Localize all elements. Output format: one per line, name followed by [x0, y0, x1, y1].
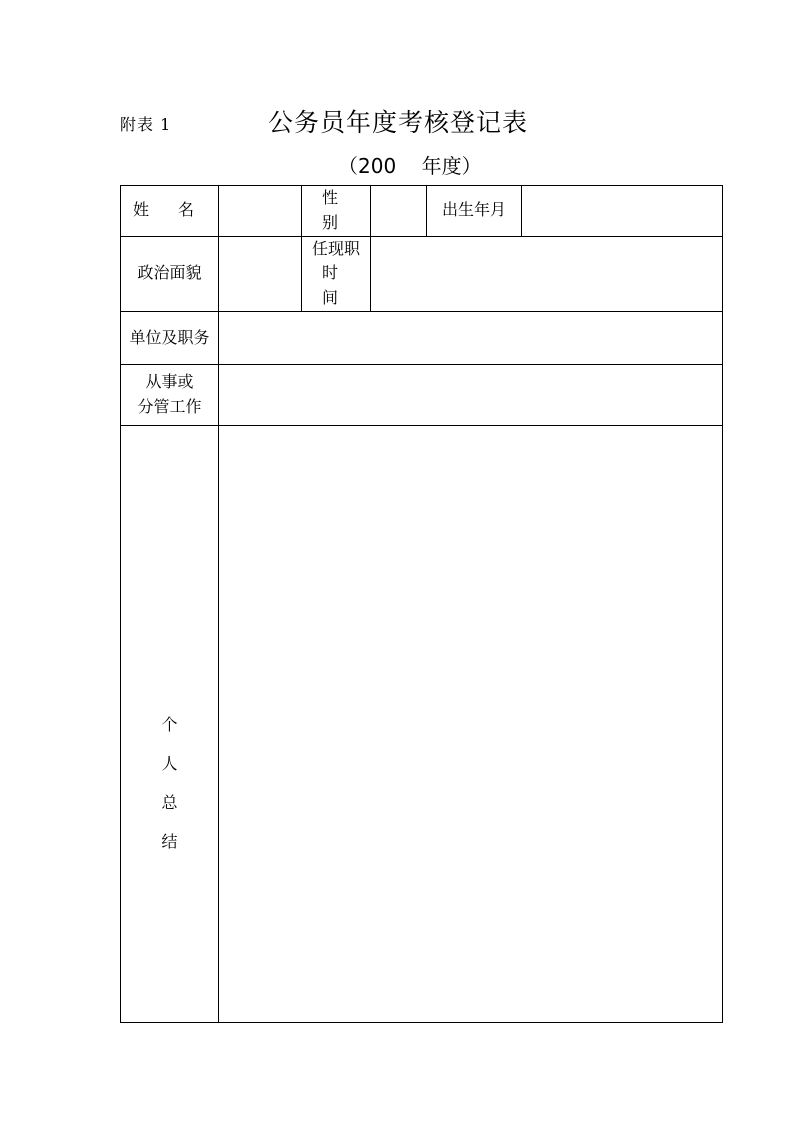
form-title: 公务员年度考核登记表: [268, 108, 529, 137]
row-work: [121, 364, 723, 425]
summary-char-4: 结: [161, 831, 178, 851]
tenure-label-line1: 任现职: [311, 238, 360, 258]
political-field[interactable]: [219, 236, 302, 311]
work-field[interactable]: [219, 364, 723, 425]
row-basic-info: [121, 186, 723, 237]
gender-field[interactable]: [371, 186, 427, 237]
row-unit: [121, 311, 723, 364]
birth-label-cell: [427, 186, 522, 237]
political-label-cell: [121, 236, 219, 311]
summary-char-3: 总: [161, 792, 178, 812]
appendix-label: 附表 1: [120, 115, 172, 134]
unit-field[interactable]: [219, 311, 723, 364]
summary-field[interactable]: [219, 425, 723, 1022]
gender-label: 性 别: [321, 188, 350, 232]
row-political: [121, 236, 723, 311]
row-summary: [121, 425, 723, 1022]
tenure-label-cell: [302, 236, 371, 311]
unit-label: 单位及职务: [129, 327, 210, 347]
work-label-cell: [121, 364, 219, 425]
gender-label-cell: [302, 186, 371, 237]
tenure-label-line2: 时 间: [321, 263, 350, 308]
summary-label-cell: [121, 425, 219, 1022]
year-line: （200 年度）: [338, 154, 482, 178]
birth-field[interactable]: [522, 186, 723, 237]
work-label-line1: 从事或: [145, 372, 194, 392]
political-label: 政治面貌: [137, 263, 202, 283]
name-field[interactable]: [219, 186, 302, 237]
tenure-field[interactable]: [371, 236, 723, 311]
summary-char-1: 个: [161, 715, 178, 735]
summary-char-2: 人: [161, 754, 178, 774]
work-label-line2: 分管工作: [137, 396, 202, 416]
name-label-cell: [121, 186, 219, 237]
unit-label-cell: [121, 311, 219, 364]
birth-label: 出生年月: [441, 200, 506, 220]
name-label: 姓 名: [132, 200, 207, 220]
registration-table: [120, 185, 723, 1023]
